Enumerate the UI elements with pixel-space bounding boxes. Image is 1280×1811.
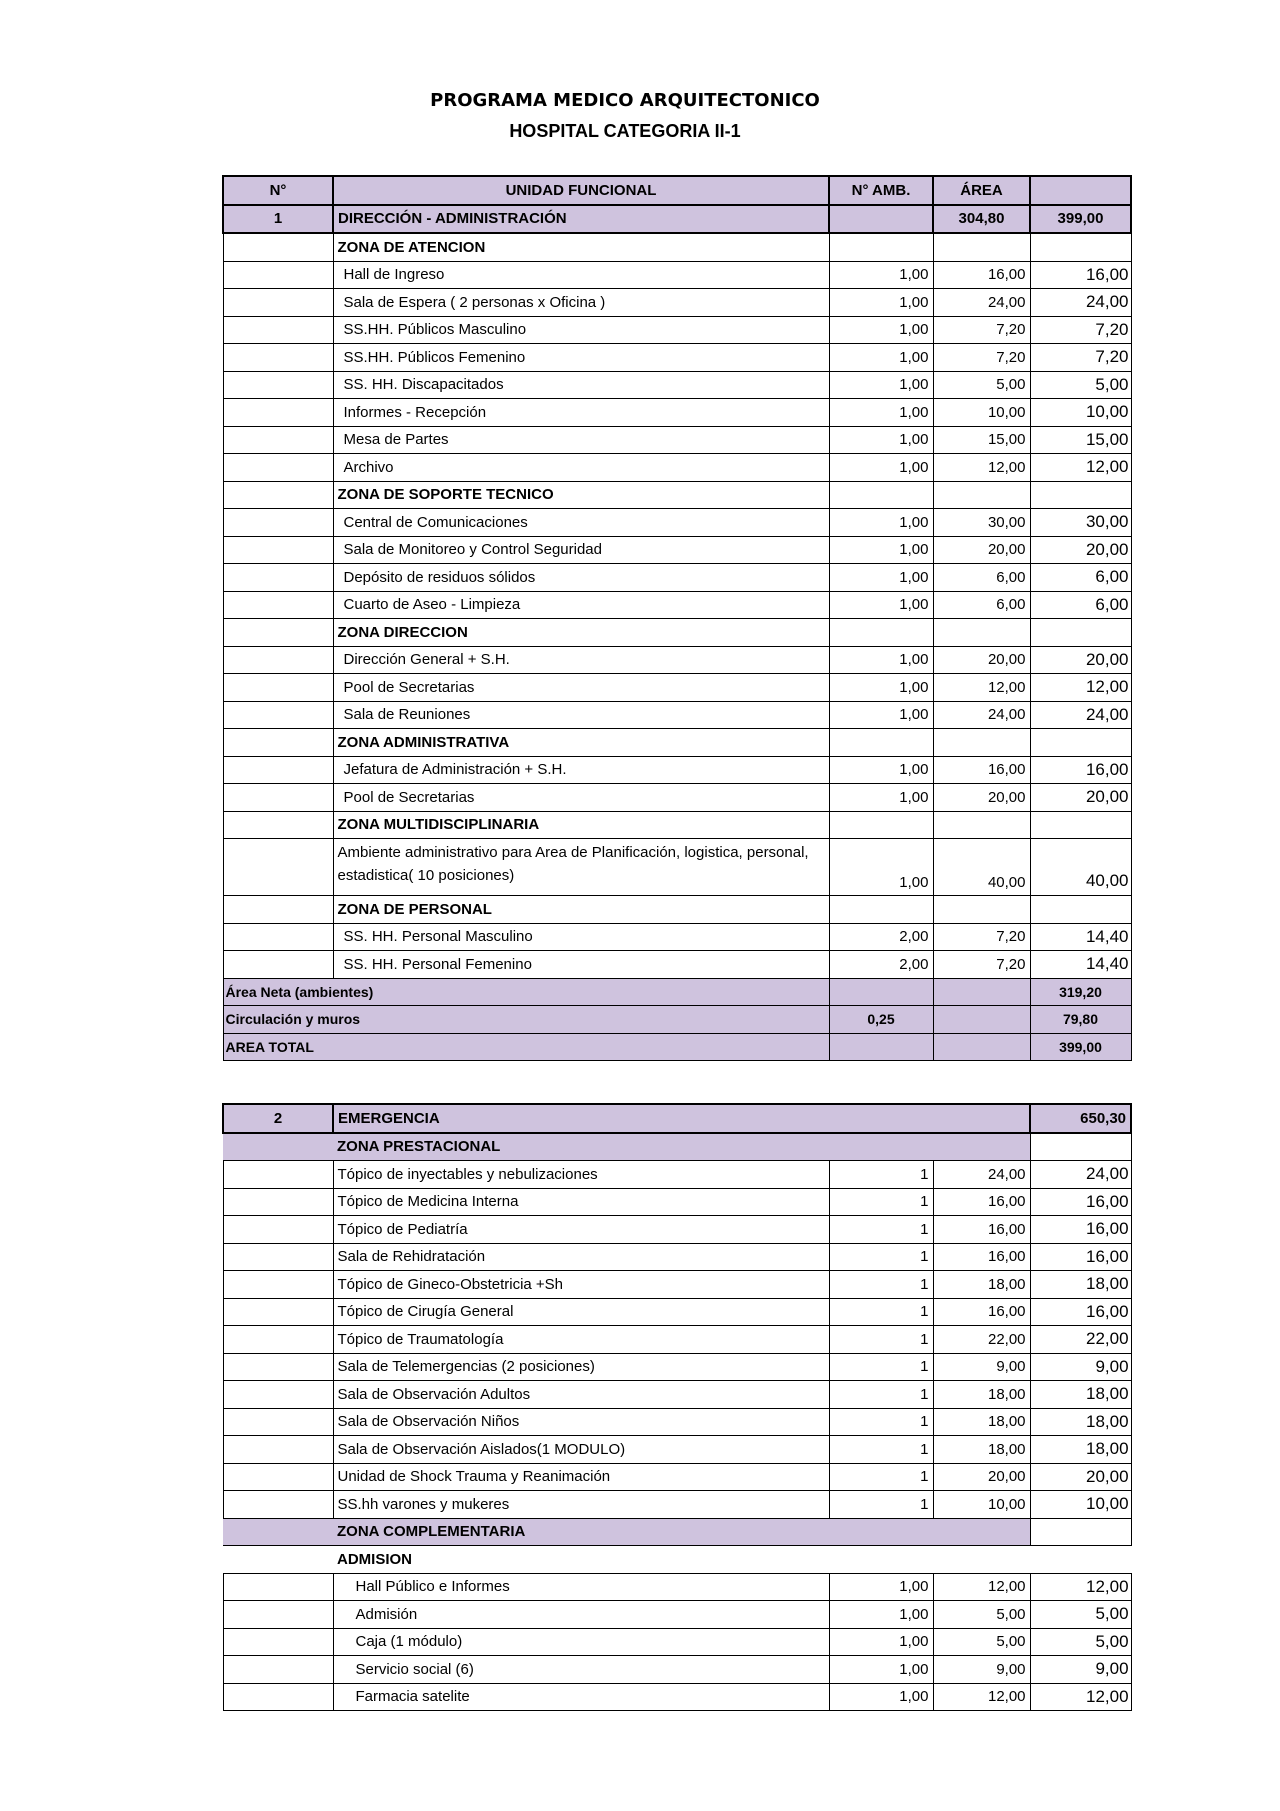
table-row (223, 1601, 1131, 1629)
table-row (223, 1188, 1131, 1216)
room-name: Sala de Rehidratación (333, 1243, 829, 1271)
table-row (223, 1436, 1131, 1464)
room-name: SS.HH. Públicos Masculino (333, 316, 829, 344)
room-area: 6,00 (933, 591, 1030, 619)
unit-total: 650,30 (1030, 1104, 1131, 1133)
room-name: Cuarto de Aseo - Limpieza (333, 591, 829, 619)
room-area: 7,20 (933, 951, 1030, 979)
room-area: 7,20 (933, 344, 1030, 372)
table-row (223, 591, 1131, 619)
room-amb: 1,00 (829, 674, 933, 702)
net-area-row (223, 978, 1131, 1006)
room-area: 24,00 (933, 1161, 1030, 1189)
room-name: Depósito de residuos sólidos (333, 564, 829, 592)
net-area-value: 319,20 (1030, 978, 1131, 1006)
table-row (223, 1463, 1131, 1491)
room-amb: 1,00 (829, 564, 933, 592)
room-name: Dirección General + S.H. (333, 646, 829, 674)
room-area: 30,00 (933, 509, 1030, 537)
room-name: Tópico de Cirugía General (333, 1298, 829, 1326)
room-amb: 1,00 (829, 399, 933, 427)
document-title: PROGRAMA MEDICO ARQUITECTONICO (430, 90, 820, 111)
room-subtotal: 12,00 (1030, 1573, 1131, 1601)
room-name: Unidad de Shock Trauma y Reanimación (333, 1463, 829, 1491)
room-subtotal: 18,00 (1030, 1436, 1131, 1464)
room-name: Tópico de Gineco-Obstetricia +Sh (333, 1271, 829, 1299)
room-subtotal: 24,00 (1030, 1161, 1131, 1189)
room-subtotal: 16,00 (1030, 756, 1131, 784)
room-subtotal: 12,00 (1030, 454, 1131, 482)
room-subtotal: 7,20 (1030, 344, 1131, 372)
room-name: Tópico de Medicina Interna (333, 1188, 829, 1216)
room-name: Sala de Espera ( 2 personas x Oficina ) (333, 289, 829, 317)
room-subtotal: 6,00 (1030, 564, 1131, 592)
room-name: Central de Comunicaciones (333, 509, 829, 537)
table-row (223, 1628, 1131, 1656)
table-row (223, 701, 1131, 729)
unit-name: DIRECCIÓN - ADMINISTRACIÓN (333, 205, 829, 234)
room-subtotal: 10,00 (1030, 399, 1131, 427)
room-name: Tópico de Pediatría (333, 1216, 829, 1244)
zone-label: ZONA MULTIDISCIPLINARIA (333, 811, 829, 839)
room-area: 16,00 (933, 1188, 1030, 1216)
room-area: 7,20 (933, 923, 1030, 951)
room-amb: 1,00 (829, 289, 933, 317)
zone-label: ZONA ADMINISTRATIVA (333, 729, 829, 757)
room-area: 16,00 (933, 1298, 1030, 1326)
room-name: Caja (1 módulo) (333, 1628, 829, 1656)
room-amb: 1,00 (829, 1628, 933, 1656)
table-row (223, 509, 1131, 537)
table-row (223, 951, 1131, 979)
room-name: Tópico de inyectables y nebulizaciones (333, 1161, 829, 1189)
unit-row (223, 1104, 1131, 1133)
table-row (223, 646, 1131, 674)
room-name: Servicio social (6) (333, 1656, 829, 1684)
zone-row (223, 1518, 1131, 1546)
room-amb: 1,00 (829, 1683, 933, 1711)
room-subtotal: 16,00 (1030, 1298, 1131, 1326)
room-area: 10,00 (933, 399, 1030, 427)
table-row (223, 344, 1131, 372)
total-area-value: 399,00 (1030, 1033, 1131, 1061)
room-name: SS. HH. Personal Masculino (333, 923, 829, 951)
room-area: 18,00 (933, 1271, 1030, 1299)
room-amb: 1,00 (829, 371, 933, 399)
room-subtotal: 40,00 (1030, 839, 1131, 896)
room-subtotal: 10,00 (1030, 1491, 1131, 1519)
table-row (223, 839, 1131, 896)
circulation-value: 79,80 (1030, 1006, 1131, 1034)
room-subtotal: 15,00 (1030, 426, 1131, 454)
room-subtotal: 24,00 (1030, 701, 1131, 729)
room-name: Hall Público e Informes (333, 1573, 829, 1601)
room-subtotal: 6,00 (1030, 591, 1131, 619)
room-subtotal: 18,00 (1030, 1408, 1131, 1436)
room-area: 18,00 (933, 1408, 1030, 1436)
table-emergencia (222, 1103, 1130, 1711)
room-amb: 1 (829, 1243, 933, 1271)
table-direccion-administracion (222, 175, 1130, 1061)
room-amb: 2,00 (829, 923, 933, 951)
zone-row (223, 619, 1131, 647)
room-subtotal: 14,40 (1030, 923, 1131, 951)
room-area: 20,00 (933, 646, 1030, 674)
table-header-row (223, 176, 1131, 205)
table-row (223, 289, 1131, 317)
room-area: 24,00 (933, 289, 1030, 317)
table-row (223, 1683, 1131, 1711)
room-name: Sala de Observación Aislados(1 MODULO) (333, 1436, 829, 1464)
table-row (223, 1216, 1131, 1244)
circulation-row (223, 1006, 1131, 1034)
room-subtotal: 9,00 (1030, 1656, 1131, 1684)
header-n-amb: N° AMB. (829, 176, 933, 205)
room-amb: 1,00 (829, 536, 933, 564)
room-name: Sala de Reuniones (333, 701, 829, 729)
room-area: 18,00 (933, 1436, 1030, 1464)
room-subtotal: 20,00 (1030, 646, 1131, 674)
room-amb: 1 (829, 1326, 933, 1354)
room-name: Archivo (333, 454, 829, 482)
room-name: Sala de Observación Niños (333, 1408, 829, 1436)
zone-label: ZONA DE SOPORTE TECNICO (333, 481, 829, 509)
unit-number: 2 (223, 1104, 333, 1133)
room-amb: 1,00 (829, 1656, 933, 1684)
header-blank (1030, 176, 1131, 205)
table-row (223, 1573, 1131, 1601)
room-area: 5,00 (933, 1601, 1030, 1629)
room-subtotal: 12,00 (1030, 1683, 1131, 1711)
room-area: 12,00 (933, 1573, 1030, 1601)
room-amb: 1 (829, 1463, 933, 1491)
room-name: Pool de Secretarias (333, 674, 829, 702)
room-area: 20,00 (933, 1463, 1030, 1491)
table-row (223, 261, 1131, 289)
room-name: Jefatura de Administración + S.H. (333, 756, 829, 784)
room-subtotal: 5,00 (1030, 371, 1131, 399)
unit-number: 1 (223, 205, 333, 234)
room-subtotal: 18,00 (1030, 1381, 1131, 1409)
zone-label: ADMISION (337, 1550, 412, 1568)
room-name: Pool de Secretarias (333, 784, 829, 812)
room-area: 20,00 (933, 784, 1030, 812)
zone-label: ZONA DIRECCION (333, 619, 829, 647)
zone-label: ZONA DE ATENCION (333, 233, 829, 261)
table-row (223, 536, 1131, 564)
room-area: 5,00 (933, 371, 1030, 399)
room-amb: 1,00 (829, 839, 933, 896)
unit-area: 304,80 (933, 205, 1030, 234)
table-row (223, 674, 1131, 702)
room-amb: 1,00 (829, 454, 933, 482)
room-amb: 1 (829, 1188, 933, 1216)
room-subtotal: 16,00 (1030, 1243, 1131, 1271)
room-subtotal: 20,00 (1030, 536, 1131, 564)
table-row (223, 426, 1131, 454)
table-row (223, 454, 1131, 482)
header-area: ÁREA (933, 176, 1030, 205)
room-subtotal: 20,00 (1030, 784, 1131, 812)
room-name: Tópico de Traumatología (333, 1326, 829, 1354)
room-name: Sala de Monitoreo y Control Seguridad (333, 536, 829, 564)
zone-label: ZONA PRESTACIONAL (333, 1133, 1030, 1161)
room-name: Ambiente administrativo para Area de Planificación, logistica, personal, estadistica( 10 posiciones) (333, 839, 829, 896)
room-amb: 1,00 (829, 646, 933, 674)
room-name: Sala de Observación Adultos (333, 1381, 829, 1409)
room-subtotal: 9,00 (1030, 1353, 1131, 1381)
room-area: 10,00 (933, 1491, 1030, 1519)
room-name: Farmacia satelite (333, 1683, 829, 1711)
room-area: 9,00 (933, 1656, 1030, 1684)
zone-row (223, 729, 1131, 757)
room-amb: 1 (829, 1436, 933, 1464)
unit-name: EMERGENCIA (333, 1104, 1030, 1133)
document-titles (0, 86, 1250, 146)
room-amb: 1 (829, 1381, 933, 1409)
table-row (223, 399, 1131, 427)
table-row (223, 1491, 1131, 1519)
room-area: 40,00 (933, 839, 1030, 896)
room-amb: 1 (829, 1271, 933, 1299)
room-name: Hall de Ingreso (333, 261, 829, 289)
table-row (223, 1408, 1131, 1436)
room-amb: 1,00 (829, 784, 933, 812)
zone-row (223, 1133, 1131, 1161)
zone-row (223, 811, 1131, 839)
room-amb: 1,00 (829, 426, 933, 454)
room-amb: 1,00 (829, 591, 933, 619)
table-row (223, 316, 1131, 344)
room-area: 16,00 (933, 261, 1030, 289)
room-subtotal: 30,00 (1030, 509, 1131, 537)
room-subtotal: 22,00 (1030, 1326, 1131, 1354)
room-area: 6,00 (933, 564, 1030, 592)
room-area: 16,00 (933, 756, 1030, 784)
table-row (223, 1326, 1131, 1354)
unit-total: 399,00 (1030, 205, 1131, 234)
table-row (223, 1161, 1131, 1189)
table-row (223, 784, 1131, 812)
zone-row (223, 896, 1131, 924)
room-area: 12,00 (933, 454, 1030, 482)
zone-row (223, 481, 1131, 509)
room-subtotal: 16,00 (1030, 1216, 1131, 1244)
table-row (223, 756, 1131, 784)
table-row (223, 1381, 1131, 1409)
room-amb: 1,00 (829, 756, 933, 784)
net-area-label: Área Neta (ambientes) (223, 978, 829, 1006)
room-amb: 2,00 (829, 951, 933, 979)
room-name: Informes - Recepción (333, 399, 829, 427)
room-amb: 1,00 (829, 701, 933, 729)
room-name: SS.HH. Públicos Femenino (333, 344, 829, 372)
room-area: 5,00 (933, 1628, 1030, 1656)
room-subtotal: 20,00 (1030, 1463, 1131, 1491)
circulation-label: Circulación y muros (223, 1006, 829, 1034)
room-amb: 1,00 (829, 344, 933, 372)
room-area: 24,00 (933, 701, 1030, 729)
room-area: 15,00 (933, 426, 1030, 454)
table-row (223, 923, 1131, 951)
room-subtotal: 7,20 (1030, 316, 1131, 344)
zone-row (223, 1546, 1131, 1574)
header-unidad-funcional: UNIDAD FUNCIONAL (333, 176, 829, 205)
document-subtitle: HOSPITAL CATEGORIA II-1 (509, 121, 741, 141)
table-row (223, 1243, 1131, 1271)
room-subtotal: 18,00 (1030, 1271, 1131, 1299)
circulation-factor: 0,25 (829, 1006, 933, 1034)
room-amb: 1 (829, 1161, 933, 1189)
room-amb: 1,00 (829, 509, 933, 537)
total-area-row (223, 1033, 1131, 1061)
room-subtotal: 5,00 (1030, 1601, 1131, 1629)
room-subtotal: 5,00 (1030, 1628, 1131, 1656)
table-row (223, 371, 1131, 399)
room-name: SS. HH. Discapacitados (333, 371, 829, 399)
room-area: 7,20 (933, 316, 1030, 344)
room-amb: 1,00 (829, 1601, 933, 1629)
room-amb: 1 (829, 1353, 933, 1381)
room-area: 22,00 (933, 1326, 1030, 1354)
room-amb: 1 (829, 1216, 933, 1244)
room-name: Admisión (333, 1601, 829, 1629)
room-name: SS.hh varones y mukeres (333, 1491, 829, 1519)
table-row (223, 1298, 1131, 1326)
room-subtotal: 16,00 (1030, 1188, 1131, 1216)
room-area: 16,00 (933, 1243, 1030, 1271)
room-area: 9,00 (933, 1353, 1030, 1381)
room-area: 16,00 (933, 1216, 1030, 1244)
room-area: 12,00 (933, 674, 1030, 702)
room-area: 12,00 (933, 1683, 1030, 1711)
total-area-label: AREA TOTAL (223, 1033, 829, 1061)
room-amb: 1 (829, 1491, 933, 1519)
header-no: N° (223, 176, 333, 205)
room-name: Mesa de Partes (333, 426, 829, 454)
table-row (223, 1353, 1131, 1381)
room-area: 20,00 (933, 536, 1030, 564)
room-name: Sala de Telemergencias (2 posiciones) (333, 1353, 829, 1381)
room-amb: 1 (829, 1298, 933, 1326)
room-subtotal: 12,00 (1030, 674, 1131, 702)
room-subtotal: 14,40 (1030, 951, 1131, 979)
table-row (223, 564, 1131, 592)
table-row (223, 1271, 1131, 1299)
table-row (223, 1656, 1131, 1684)
room-amb: 1 (829, 1408, 933, 1436)
zone-row (223, 233, 1131, 261)
room-amb: 1,00 (829, 261, 933, 289)
zone-label: ZONA DE PERSONAL (333, 896, 829, 924)
room-amb: 1,00 (829, 1573, 933, 1601)
unit-row (223, 205, 1131, 234)
room-subtotal: 16,00 (1030, 261, 1131, 289)
zone-label: ZONA COMPLEMENTARIA (333, 1518, 1030, 1546)
room-area: 18,00 (933, 1381, 1030, 1409)
room-name: SS. HH. Personal Femenino (333, 951, 829, 979)
room-subtotal: 24,00 (1030, 289, 1131, 317)
room-amb: 1,00 (829, 316, 933, 344)
